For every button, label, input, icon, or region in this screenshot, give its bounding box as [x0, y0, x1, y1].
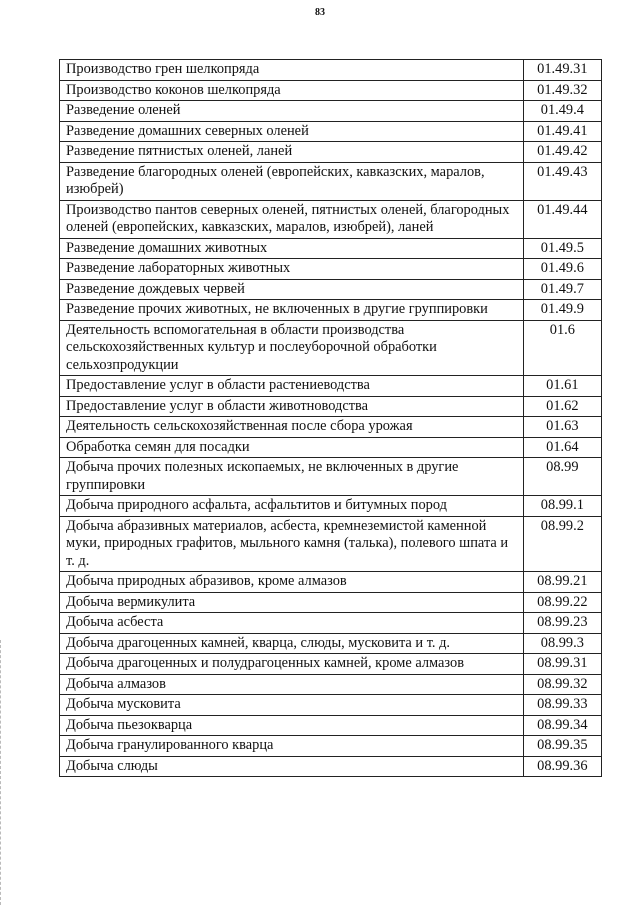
table-row: [60, 715, 602, 736]
activity-code-cell: 08.99.1: [523, 496, 601, 517]
table-row: [60, 238, 602, 259]
activity-code-cell: 01.49.7: [523, 279, 601, 300]
table-row: [60, 259, 602, 280]
activity-code-cell: 01.49.41: [523, 121, 601, 142]
activity-name-cell: Добыча природных абразивов, кроме алмазов: [60, 572, 524, 593]
table-row: [60, 300, 602, 321]
activity-name-cell: Разведение оленей: [60, 101, 524, 122]
activity-name-cell: Разведение домашних животных: [60, 238, 524, 259]
activity-code-cell: 08.99.32: [523, 674, 601, 695]
activity-code-cell: 08.99.23: [523, 613, 601, 634]
activity-code-cell: 01.49.6: [523, 259, 601, 280]
activity-code-cell: 01.63: [523, 417, 601, 438]
table-row: [60, 121, 602, 142]
activity-name-cell: Добыча слюды: [60, 756, 524, 777]
okved-code-table: [59, 59, 602, 777]
activity-name-cell: Добыча драгоценных камней, кварца, слюды, мусковита и т. д.: [60, 633, 524, 654]
activity-code-cell: 08.99.36: [523, 756, 601, 777]
scan-edge-artifact: [0, 640, 6, 905]
activity-code-cell: 01.49.32: [523, 80, 601, 101]
table-row: [60, 376, 602, 397]
table-row: [60, 592, 602, 613]
activity-code-cell: 01.61: [523, 376, 601, 397]
table-row: [60, 496, 602, 517]
activity-code-cell: 01.6: [523, 320, 601, 376]
table-row: [60, 200, 602, 238]
table-row: [60, 417, 602, 438]
activity-name-cell: Обработка семян для посадки: [60, 437, 524, 458]
activity-name-cell: Разведение прочих животных, не включенных в другие группировки: [60, 300, 524, 321]
activity-code-cell: 08.99.31: [523, 654, 601, 675]
activity-name-cell: Добыча асбеста: [60, 613, 524, 634]
table-row: [60, 633, 602, 654]
activity-code-cell: 01.62: [523, 396, 601, 417]
table-row: [60, 516, 602, 572]
activity-code-cell: 01.49.42: [523, 142, 601, 163]
table-body: [60, 60, 602, 777]
activity-code-cell: 01.49.9: [523, 300, 601, 321]
activity-name-cell: Деятельность сельскохозяйственная после сбора урожая: [60, 417, 524, 438]
activity-name-cell: Добыча драгоценных и полудрагоценных камней, кроме алмазов: [60, 654, 524, 675]
page-number: 83: [315, 7, 325, 18]
activity-code-cell: 08.99.2: [523, 516, 601, 572]
activity-name-cell: Добыча гранулированного кварца: [60, 736, 524, 757]
table-row: [60, 396, 602, 417]
table-row: [60, 162, 602, 200]
table-row: [60, 279, 602, 300]
activity-code-cell: 08.99.33: [523, 695, 601, 716]
activity-code-cell: 01.49.44: [523, 200, 601, 238]
table-row: [60, 458, 602, 496]
activity-name-cell: Производство грен шелкопряда: [60, 60, 524, 81]
activity-name-cell: Разведение домашних северных оленей: [60, 121, 524, 142]
table-row: [60, 654, 602, 675]
activity-code-cell: 01.49.4: [523, 101, 601, 122]
table-row: [60, 437, 602, 458]
activity-name-cell: Добыча природного асфальта, асфальтитов и битумных пород: [60, 496, 524, 517]
activity-name-cell: Добыча прочих полезных ископаемых, не включенных в другие группировки: [60, 458, 524, 496]
table-row: [60, 613, 602, 634]
activity-name-cell: Производство пантов северных оленей, пятнистых оленей, благородных оленей (европейских, кавказских, маралов, изюбрей), ланей: [60, 200, 524, 238]
activity-name-cell: Добыча вермикулита: [60, 592, 524, 613]
activity-code-cell: 08.99.34: [523, 715, 601, 736]
activity-name-cell: Добыча пьезокварца: [60, 715, 524, 736]
activity-code-cell: 08.99.21: [523, 572, 601, 593]
activity-name-cell: Предоставление услуг в области растениеводства: [60, 376, 524, 397]
activity-code-cell: 01.64: [523, 437, 601, 458]
table-row: [60, 80, 602, 101]
activity-name-cell: Разведение дождевых червей: [60, 279, 524, 300]
activity-name-cell: Добыча алмазов: [60, 674, 524, 695]
activity-name-cell: Разведение благородных оленей (европейских, кавказских, маралов, изюбрей): [60, 162, 524, 200]
table-row: [60, 60, 602, 81]
activity-name-cell: Деятельность вспомогательная в области производства сельскохозяйственных культур и послеуборочной обработки сельхозпродукции: [60, 320, 524, 376]
table-row: [60, 101, 602, 122]
table-row: [60, 572, 602, 593]
activity-code-cell: 08.99.22: [523, 592, 601, 613]
table-row: [60, 320, 602, 376]
activity-name-cell: Разведение пятнистых оленей, ланей: [60, 142, 524, 163]
activity-name-cell: Добыча абразивных материалов, асбеста, кремнеземистой каменной муки, природных графитов, мыльного камня (талька), полевого шпата и т. д.: [60, 516, 524, 572]
table-row: [60, 674, 602, 695]
table-row: [60, 756, 602, 777]
activity-code-cell: 01.49.5: [523, 238, 601, 259]
activity-name-cell: Производство коконов шелкопряда: [60, 80, 524, 101]
activity-name-cell: Предоставление услуг в области животноводства: [60, 396, 524, 417]
activity-code-cell: 01.49.43: [523, 162, 601, 200]
table-row: [60, 736, 602, 757]
table-row: [60, 695, 602, 716]
activity-code-cell: 08.99.3: [523, 633, 601, 654]
activity-code-cell: 08.99.35: [523, 736, 601, 757]
activity-code-cell: 01.49.31: [523, 60, 601, 81]
activity-name-cell: Разведение лабораторных животных: [60, 259, 524, 280]
activity-name-cell: Добыча мусковита: [60, 695, 524, 716]
table-row: [60, 142, 602, 163]
activity-code-cell: 08.99: [523, 458, 601, 496]
